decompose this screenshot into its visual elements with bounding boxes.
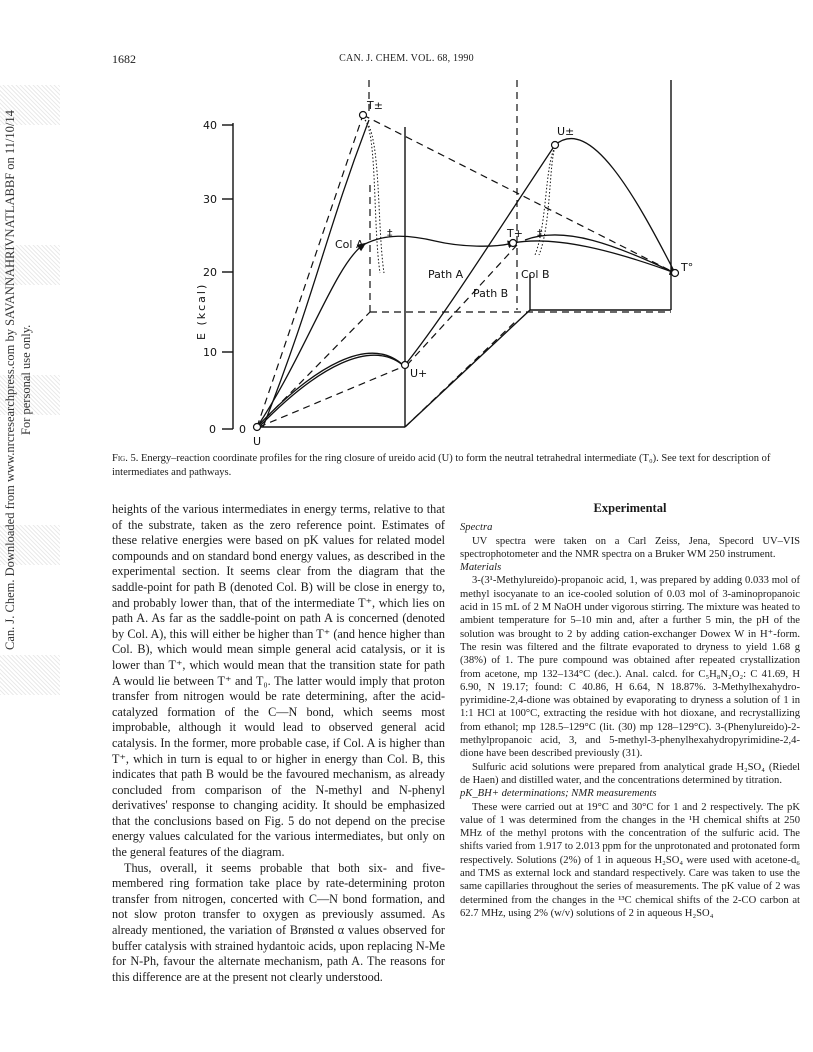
label-t-plus-pm: ‡: [537, 227, 543, 240]
caption-text: Energy–reaction coordinate profiles for the ring closure of ureido acid (U) to form the neutral tetrahedral intermediate (T₀). See text for description of intermediates and pathways.: [112, 453, 771, 478]
pk-text: These were carried out at 19°C and 30°C for 1 and 2 respectively. The pK value of 1 was determined from the changes in the ¹H chemical shifts at 250 MHz of the methyl protons with the concentration of the sulfuric acid. The shifts varied from 1.917 to 2.013 ppm for the unprotonated and protonated form respectively. Solutions (2%) of 1 in aqueous H₂SO₄ were used with acetone-d₆ and TMS as external lock and standard respectively. Care was taken to use the same capillaries throughout the series of measurements. The pK value of 2 was determined from the changes in the ¹³C chemical shifts of the 2-CO carbon at 62.7 MHz, using 2% (w/v) solutions of 2 in aqueous H₂SO₄: [460, 801, 800, 919]
section-title: Experimental: [593, 501, 667, 515]
figure-caption: [112, 452, 802, 480]
spectra-text: UV spectra were taken on a Carl Zeiss, Jena, Specord UV–VIS spectrophotometer and the NMR spectra on a Bruker WM 250 instrument.: [460, 535, 800, 560]
download-watermark: [2, 100, 38, 660]
materials-text: 3-(3¹-Methylureido)-propanoic acid, 1, was prepared by adding 0.033 mol of methyl isocyanate to an ice-cooled solution of 0.03 mol of 3-aminopropanoic acid in 15 mL of 2 M NaOH under vigorous stirring. The mixture was heated to ambient temperature for 5–10 min and, after a further 5 min, the pH of the solution was brought to 2 by adding cation-exchanger Dowex W in H⁺-form. The resin was filtered and the filtrate evaporated to dryness to yield 1.68 g (38%) of 1. The pure compound was obtained after repeated crystallization from acetone, mp 132–134°C (dec.). Anal. calcd. for C₅H₈N₂O₂: C 41.69, H 6.90, N 19.17; found: C 40.86, H 6.64, N 18.87%. 3-Methylhexahydro-pyrimidine-2,4-dione was obtained by evaporating to dryness a solution of 1 in 1:1 HCl at 100°C, extracting the residue with hot dioxane, and recrystallizing from ethanol; mp 128.5–129°C (lit. (30) mp 128–129°C). 3-(Phenylureido)-2-methylpropanoic acid, 3, and 5-methyl-3-phenylhexahydropyrimidine-2,4-dione have been described previously (31).: [460, 575, 800, 760]
label-t-zero: T°: [681, 261, 694, 274]
label-origin-zero: 0: [239, 423, 246, 436]
scan-noise: [0, 655, 60, 695]
paragraph-1: heights of the various intermediates in energy terms, relative to that of the substrate, taken as the zero reference point. Estimates of these relative energies were based on pK values for related model compounds and on standard bond energy values, as described in the experimental section. It seems clear from the diagram that the saddle-point for path B (denoted Col. B) will be close in energy to, and probably lower than, that of the intermediate T⁺, which lies on path A. As far as the saddle-point on path A is concerned (denoted by Col. A), this will either be higher than T⁺ (and hence higher than Col. B), which would mean simple general acid catalysis, or it is lower than T⁺, which would mean that the transition state for path A would lie between T⁺ and T₀. The latter would imply that proton transfer from nitrogen would be rate determining, after the acid-catalyzed formation of the C—N bond, which seems most improbable, although it would lead to observed general acid catalysis. In the former, more probable case, if Col. A is higher than T⁺, which in turn is equal to or higher in energy than Col. B, this indicates that path B would be the favoured mechanism, as already concluded from comparison of the N-methyl and N-phenyl derivatives' response to changing acidity. It should be emphasized that the conclusions based on Fig. 5 do not depend on the precise energy values calculated for the various intermediates, but only on the general features of the diagram.: [112, 502, 445, 860]
tick-0: 0: [209, 423, 216, 436]
u-pm-marker: [552, 142, 559, 149]
label-u-origin: U: [253, 435, 262, 448]
t-zero-marker: [672, 270, 679, 277]
label-col-a-pm: ‡: [387, 227, 393, 240]
watermark-line2: For personal use only.: [19, 324, 33, 436]
spectra-heading: Spectra: [460, 522, 493, 534]
u-plus-marker: [402, 362, 409, 369]
tick-40: 40: [203, 119, 217, 132]
label-path-b: Path B: [473, 287, 509, 300]
watermark-line1: Can. J. Chem. Downloaded from www.nrcresearchpress.com by SAVANNAHRIVNATLABBF on 11/10/14: [3, 110, 17, 650]
right-column: [460, 502, 800, 920]
t-pm-marker: [360, 112, 367, 119]
label-u-plus: U+: [410, 367, 428, 380]
label-col-a: Col A: [335, 238, 364, 251]
tick-10: 10: [203, 346, 217, 359]
t-plus-marker: [510, 240, 517, 247]
energy-diagram: [195, 75, 715, 450]
sulfuric-text: Sulfuric acid solutions were prepared from analytical grade H₂SO₄ (Riedel de Haen) and distilled water, and the concentrations determined by titration.: [460, 761, 800, 786]
pk-heading: pK_BH+ determinations; NMR measurements: [460, 788, 657, 800]
energy-diagram-figure: [195, 75, 715, 450]
left-column: [112, 502, 445, 985]
caption-label: Fig. 5.: [112, 453, 139, 464]
tick-30: 30: [203, 193, 217, 206]
axis-label: E (kcal): [195, 282, 208, 340]
label-t-plus: T+: [507, 227, 523, 240]
materials-heading: Materials: [460, 562, 502, 574]
running-head: CAN. J. CHEM. VOL. 68, 1990: [339, 53, 474, 64]
paragraph-2: Thus, overall, it seems probable that both six- and five-membered ring formation take place by rate-determining proton transfer from nitrogen, concerted with C—N bond formation, and not slow proton transfer to oxygen as previously assumed. As already mentioned, the variation of Brønsted α values observed for buffer catalysis with strained hydantoic acids, upon replacing N-Me for N-Ph, favour the alternate mechanism, path A. The reasons for this difference are at the present not clearly understood.: [112, 860, 445, 984]
label-col-b: Col B: [521, 268, 550, 281]
label-u-pm: U±: [557, 125, 575, 138]
page-number: 1682: [112, 52, 136, 66]
tick-20: 20: [203, 266, 217, 279]
label-path-a: Path A: [428, 268, 464, 281]
label-t-pm: T±: [367, 99, 383, 112]
u-origin-marker: [254, 424, 261, 431]
